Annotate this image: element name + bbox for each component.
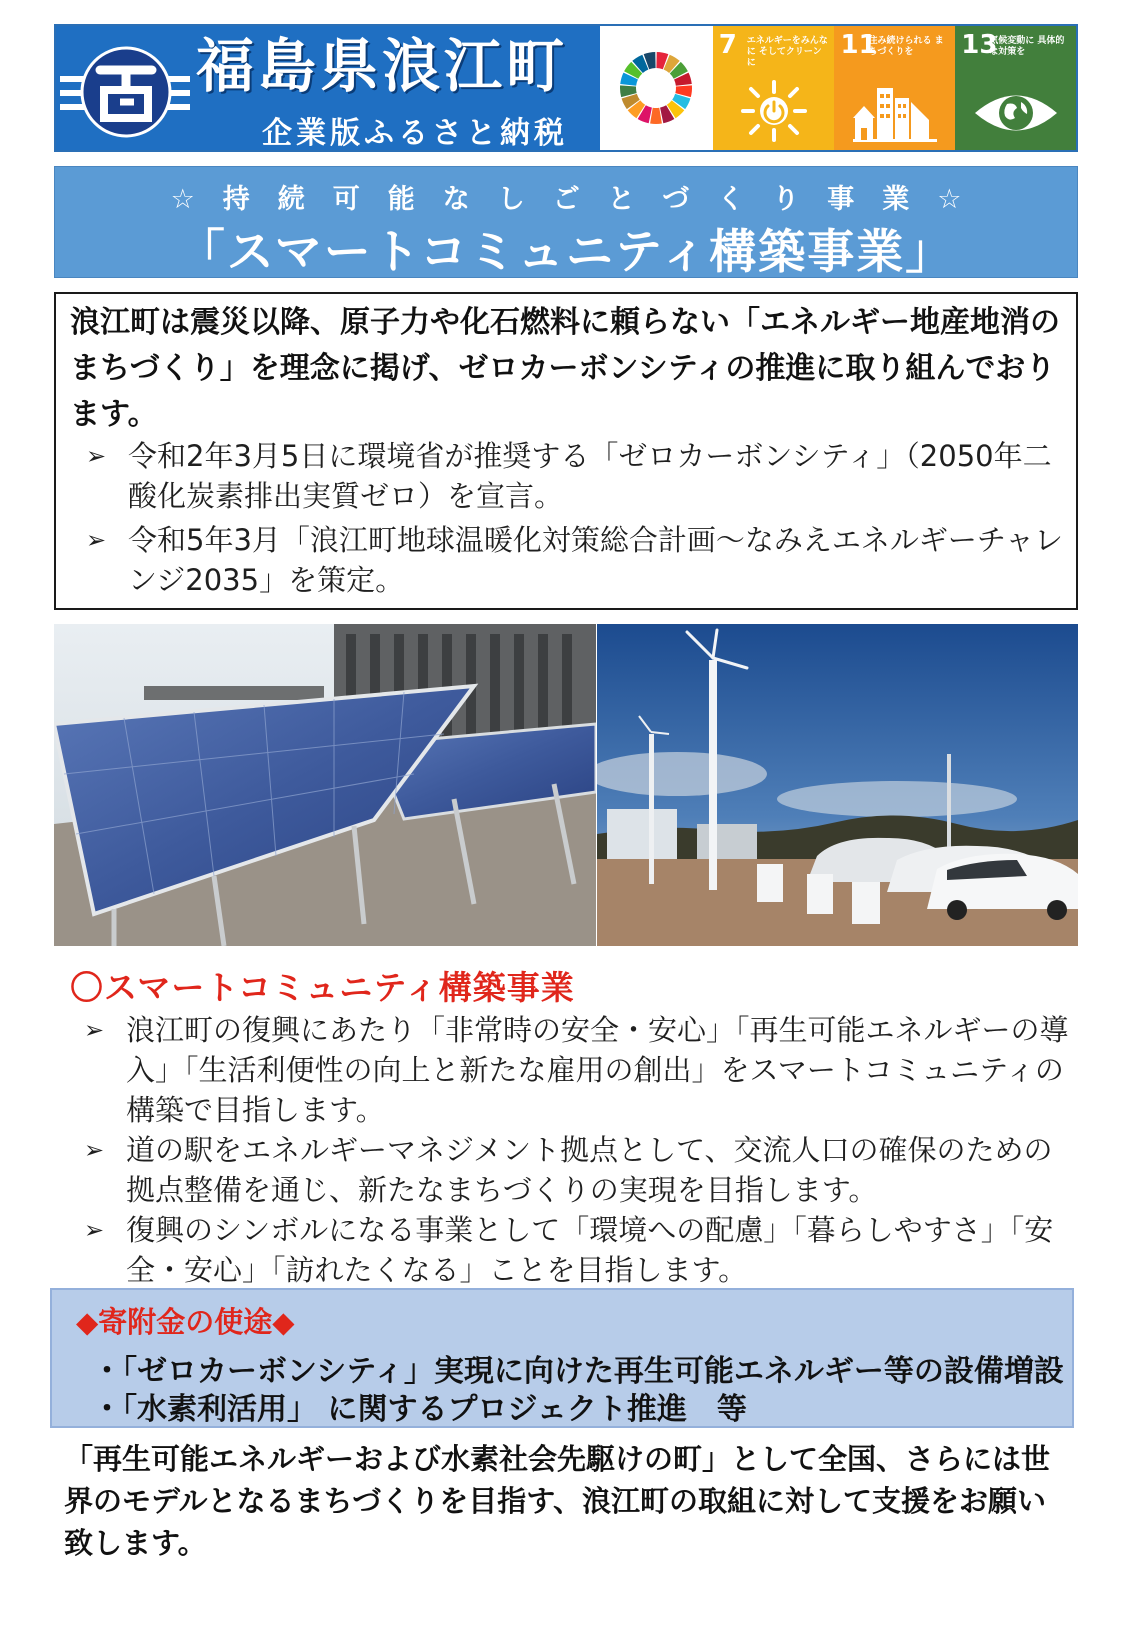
donation-title: ◆寄附金の使途◆ — [76, 1305, 295, 1339]
bullet-arrow-icon: ➢ — [84, 1216, 105, 1244]
list-item — [70, 520, 1070, 600]
eye-globe-icon — [971, 84, 1061, 142]
title-band — [54, 166, 1078, 278]
sun-power-icon — [739, 80, 809, 142]
town-name: 福島県浪江町 — [196, 32, 569, 100]
sdg-goal-7 — [713, 26, 835, 150]
list-item — [68, 1130, 1078, 1210]
section-heading: 〇スマートコミュニティ構築事業 — [70, 968, 575, 1007]
sdg-wheel-segment — [650, 108, 662, 124]
list-item — [70, 436, 1070, 516]
closing-message: 「再生可能エネルギーおよび水素社会先駆けの町」として全国、さらには世界のモデルとなるまちづくりを目指す、浪江町の取組に対して支援をお願い致します。 — [64, 1442, 1051, 1560]
intro-box — [54, 292, 1078, 610]
bullet-arrow-icon: ➢ — [86, 526, 107, 554]
intro-bullet-text: 令和2年3月5日に環境省が推奨する「ゼロカーボンシティ」（2050年二酸化炭素排出実質ゼロ）を宣言。 — [128, 439, 1052, 513]
project-bullet-text: 復興のシンボルになる事業として「環境への配慮」「暮らしやすさ」「安全・安心」「訪れたくなる」ことを目指します。 — [126, 1213, 1054, 1287]
list-item — [68, 1210, 1078, 1290]
namie-town-emblem — [60, 40, 190, 138]
intro-lead-text: 浪江町は震災以降、原子力や化石燃料に頼らない「エネルギー地産地消のまちづくり」を理念に掲げ、ゼロカーボンシティの推進に取り組んでおります。 — [70, 305, 1060, 432]
tax-program-name: 企業版ふるさと納税 — [262, 116, 568, 151]
donation-usage-box — [50, 1288, 1074, 1428]
donation-item: ・「水素利活用」 に関するプロジェクト推進 等 — [92, 1392, 747, 1427]
sdg-goal-caption: 気候変動に 具体的な対策を — [989, 36, 1065, 57]
sdg-goal-number: 7 — [718, 30, 737, 60]
wind-turbines-ev-parking-photo — [597, 624, 1078, 946]
title-subtitle: ☆持続可能なしごとづくり事業☆ — [170, 184, 990, 215]
sdgs-color-wheel-icon — [616, 48, 696, 128]
bullet-arrow-icon: ➢ — [84, 1016, 105, 1044]
list-item — [68, 1010, 1078, 1130]
sdg-goal-number: 11 — [840, 30, 877, 60]
sdg-goal-number: 13 — [961, 30, 998, 60]
page-title: 「スマートコミュニティ構築事業」 — [177, 225, 955, 280]
sdg-goal-caption: 住み続けられる まちづくりを — [868, 36, 944, 57]
sdg-goal-11 — [834, 26, 955, 150]
header-banner — [54, 24, 1078, 152]
project-bullet-text: 道の駅をエネルギーマネジメント拠点として、交流人口の確保のための拠点整備を通じ、新たなまちづくりの実現を目指します。 — [126, 1133, 1053, 1207]
town-banner — [56, 26, 600, 150]
bullet-arrow-icon: ➢ — [86, 442, 107, 470]
sdg-goal-caption: エネルギーをみんなに そしてクリーンに — [746, 36, 828, 68]
city-buildings-icon — [853, 80, 937, 142]
donation-item: ・「ゼロカーボンシティ」実現に向けた再生可能エネルギー等の設備増設 — [92, 1354, 1064, 1389]
bullet-arrow-icon: ➢ — [84, 1136, 105, 1164]
sdg-goal-13 — [955, 26, 1076, 150]
sdgs-logo — [600, 26, 713, 150]
project-bullet-text: 浪江町の復興にあたり「非常時の安全・安心」「再生可能エネルギーの導入」「生活利便性の向上と新たな雇用の創出」をスマートコミュニティの構築で目指します。 — [126, 1013, 1069, 1127]
intro-bullet-text: 令和5年3月「浪江町地球温暖化対策総合計画～なみえエネルギーチャレンジ2035」を策定。 — [128, 523, 1064, 597]
solar-panels-photo — [54, 624, 596, 946]
